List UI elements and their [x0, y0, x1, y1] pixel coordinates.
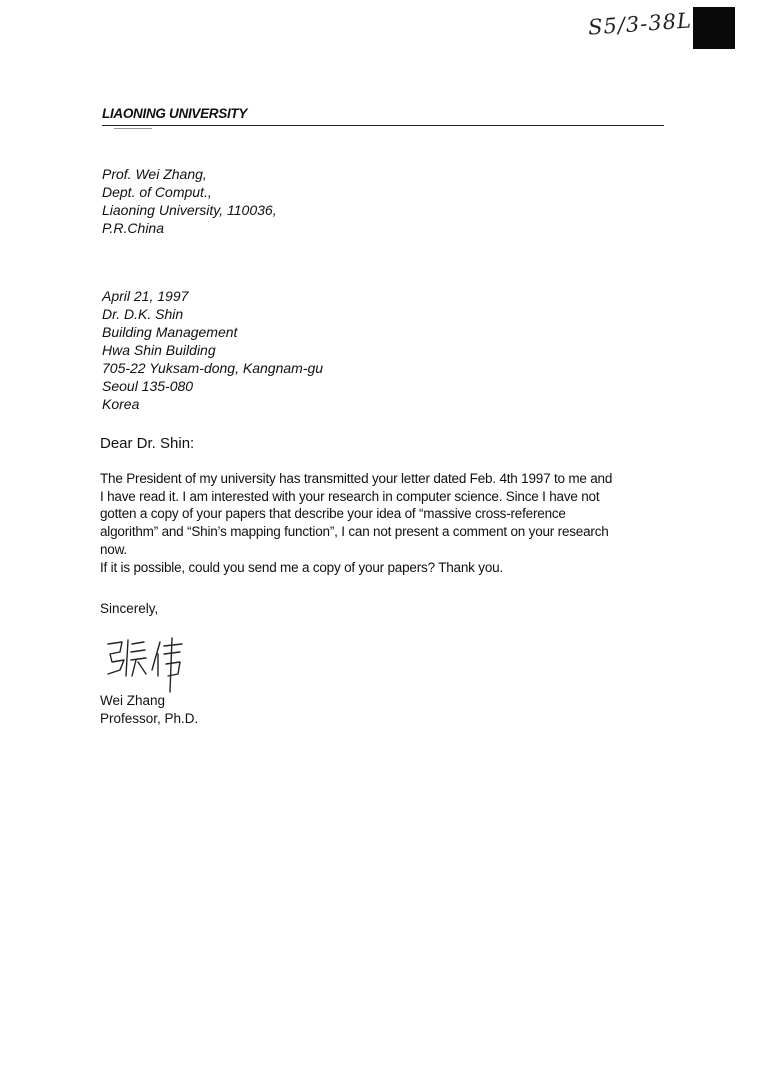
- body-line: now.: [100, 541, 127, 557]
- recipient-line: 705-22 Yuksam-dong, Kangnam-gu: [102, 360, 324, 376]
- letter-date: April 21, 1997: [102, 288, 189, 304]
- sender-line: Liaoning University, 110036,: [102, 202, 277, 218]
- handwritten-signature: [98, 630, 190, 694]
- recipient-line: Building Management: [102, 324, 238, 340]
- sender-line: Prof. Wei Zhang,: [102, 166, 207, 182]
- signer-block: [100, 692, 198, 728]
- black-marker-block: [693, 7, 735, 49]
- letterhead-rule-accent: [114, 128, 152, 129]
- signer-name: Wei Zhang: [100, 693, 166, 708]
- body-line: The President of my university has transmitted your letter dated Feb. 4th 1997 to me and: [100, 471, 613, 486]
- salutation: Dear Dr. Shin:: [100, 435, 195, 452]
- sender-address: [102, 165, 277, 237]
- recipient-address: [102, 287, 323, 413]
- recipient-line: Dr. D.K. Shin: [102, 306, 184, 322]
- recipient-line: Korea: [102, 396, 140, 412]
- letterhead-title: LIAONING UNIVERSITY: [102, 106, 248, 121]
- signer-title: Professor, Ph.D.: [100, 711, 199, 726]
- document-id-handwritten: S5/3-38L: [587, 8, 693, 40]
- sender-line: Dept. of Comput.,: [102, 184, 212, 200]
- letter-body: [100, 470, 662, 576]
- closing: Sincerely,: [100, 601, 159, 616]
- body-line: I have read it. I am interested with your research in computer science. Since I have not: [100, 488, 600, 504]
- recipient-line: Hwa Shin Building: [102, 342, 216, 358]
- body-line: algorithm” and “Shin’s mapping function”, I can not present a comment on your research: [100, 524, 609, 540]
- recipient-line: Seoul 135-080: [102, 378, 194, 394]
- body-line: gotten a copy of your papers that describe your idea of “massive cross-reference: [100, 506, 566, 522]
- letterhead-rule: [102, 125, 664, 126]
- sender-line: P.R.China: [102, 220, 165, 236]
- body-line: If it is possible, could you send me a copy of your papers? Thank you.: [100, 559, 503, 575]
